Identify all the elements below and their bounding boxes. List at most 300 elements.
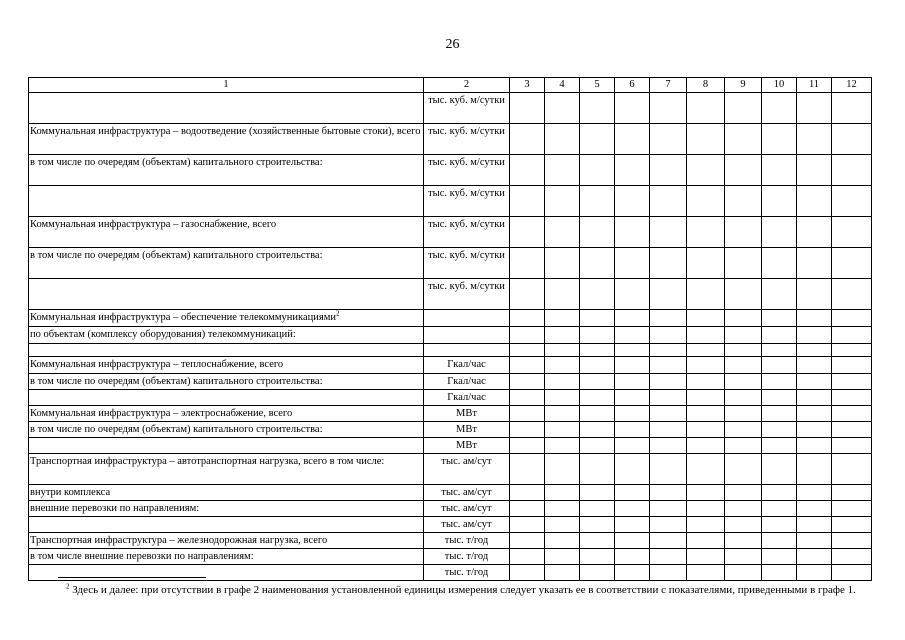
- value-cell: [687, 93, 725, 124]
- value-cell: [650, 565, 687, 581]
- value-cell: [687, 438, 725, 454]
- value-cell: [687, 248, 725, 279]
- value-cell: [725, 327, 762, 344]
- value-cell: [615, 406, 650, 422]
- value-cell: [832, 454, 872, 485]
- value-cell: [650, 533, 687, 549]
- table-row: [29, 454, 872, 485]
- value-cell: [725, 248, 762, 279]
- value-cell: [580, 248, 615, 279]
- value-cell: [510, 565, 545, 581]
- value-cell: [615, 422, 650, 438]
- value-cell: [762, 155, 797, 186]
- value-cell: [687, 501, 725, 517]
- value-cell: [545, 279, 580, 310]
- table-row: [29, 217, 872, 248]
- value-cell: [545, 422, 580, 438]
- value-cell: [615, 155, 650, 186]
- value-cell: [545, 549, 580, 565]
- value-cell: [580, 279, 615, 310]
- value-cell: [687, 485, 725, 501]
- value-cell: [650, 310, 687, 327]
- footnote: [28, 582, 871, 598]
- table-row: [29, 406, 872, 422]
- table-row: [29, 155, 872, 186]
- value-cell: [545, 327, 580, 344]
- value-cell: [725, 344, 762, 357]
- value-cell: [687, 454, 725, 485]
- value-cell: [687, 217, 725, 248]
- value-cell: [832, 155, 872, 186]
- table-row: [29, 438, 872, 454]
- value-cell: [762, 310, 797, 327]
- value-cell: [832, 485, 872, 501]
- value-cell: [615, 565, 650, 581]
- value-cell: [650, 248, 687, 279]
- value-cell: [797, 124, 832, 155]
- value-cell: [797, 186, 832, 217]
- value-cell: [580, 565, 615, 581]
- value-cell: [650, 217, 687, 248]
- value-cell: [650, 186, 687, 217]
- value-cell: [650, 501, 687, 517]
- value-cell: [580, 438, 615, 454]
- indicator-name-cell: [29, 390, 424, 406]
- value-cell: [832, 406, 872, 422]
- indicator-name: Коммунальная инфраструктура – теплоснабжение, всего: [30, 359, 284, 370]
- indicator-name-cell: [29, 279, 424, 310]
- value-cell: [615, 485, 650, 501]
- indicator-name-cell: [29, 155, 424, 186]
- value-cell: [762, 501, 797, 517]
- value-cell: [510, 533, 545, 549]
- indicator-name: Транспортная инфраструктура – железнодорожная нагрузка, всего: [30, 535, 328, 546]
- value-cell: [545, 390, 580, 406]
- table-row: [29, 390, 872, 406]
- value-cell: [615, 93, 650, 124]
- value-cell: [615, 124, 650, 155]
- table-row: [29, 485, 872, 501]
- value-cell: [580, 310, 615, 327]
- value-cell: [725, 422, 762, 438]
- value-cell: [580, 517, 615, 533]
- indicator-name-cell: [29, 357, 424, 374]
- value-cell: [615, 310, 650, 327]
- value-cell: [762, 357, 797, 374]
- value-cell: [725, 374, 762, 390]
- value-cell: [545, 485, 580, 501]
- indicator-name-cell: [29, 501, 424, 517]
- unit-cell: тыс. куб. м/сутки: [424, 217, 510, 248]
- value-cell: [650, 93, 687, 124]
- table-row: [29, 549, 872, 565]
- indicator-name-cell: [29, 374, 424, 390]
- header-cell: 10: [762, 78, 797, 93]
- value-cell: [650, 485, 687, 501]
- value-cell: [725, 454, 762, 485]
- value-cell: [615, 279, 650, 310]
- indicator-name-cell: [29, 533, 424, 549]
- value-cell: [725, 438, 762, 454]
- value-cell: [615, 390, 650, 406]
- footnote-ref: 2: [335, 309, 340, 318]
- value-cell: [510, 93, 545, 124]
- value-cell: [797, 565, 832, 581]
- value-cell: [580, 533, 615, 549]
- indicator-name-cell: [29, 344, 424, 357]
- indicator-name-cell: [29, 327, 424, 344]
- indicator-name: в том числе по очередям (объектам) капитального строительства:: [30, 157, 323, 168]
- value-cell: [545, 517, 580, 533]
- value-cell: [797, 279, 832, 310]
- value-cell: [832, 186, 872, 217]
- value-cell: [797, 390, 832, 406]
- unit-cell: тыс. куб. м/сутки: [424, 93, 510, 124]
- value-cell: [650, 374, 687, 390]
- value-cell: [687, 155, 725, 186]
- value-cell: [687, 374, 725, 390]
- value-cell: [762, 454, 797, 485]
- header-cell: 7: [650, 78, 687, 93]
- indicator-name-cell: [29, 454, 424, 485]
- value-cell: [580, 422, 615, 438]
- value-cell: [545, 248, 580, 279]
- unit-cell: МВт: [424, 422, 510, 438]
- value-cell: [797, 517, 832, 533]
- indicator-name-cell: [29, 422, 424, 438]
- table-row: [29, 248, 872, 279]
- value-cell: [797, 310, 832, 327]
- indicator-name-cell: [29, 93, 424, 124]
- value-cell: [725, 279, 762, 310]
- value-cell: [762, 186, 797, 217]
- value-cell: [580, 155, 615, 186]
- value-cell: [762, 279, 797, 310]
- value-cell: [580, 501, 615, 517]
- value-cell: [725, 357, 762, 374]
- value-cell: [832, 310, 872, 327]
- value-cell: [580, 357, 615, 374]
- value-cell: [762, 406, 797, 422]
- value-cell: [687, 390, 725, 406]
- value-cell: [832, 438, 872, 454]
- table-row: [29, 374, 872, 390]
- value-cell: [615, 357, 650, 374]
- indicator-name: в том числе по очередям (объектам) капитального строительства:: [30, 250, 323, 261]
- value-cell: [510, 454, 545, 485]
- header-cell: 5: [580, 78, 615, 93]
- value-cell: [580, 327, 615, 344]
- unit-cell: тыс. т/год: [424, 549, 510, 565]
- unit-cell: тыс. т/год: [424, 533, 510, 549]
- table-row: [29, 310, 872, 327]
- value-cell: [797, 549, 832, 565]
- value-cell: [725, 186, 762, 217]
- indicator-name-cell: [29, 217, 424, 248]
- value-cell: [832, 533, 872, 549]
- value-cell: [797, 327, 832, 344]
- table-row: [29, 422, 872, 438]
- header-cell: 3: [510, 78, 545, 93]
- value-cell: [832, 422, 872, 438]
- value-cell: [650, 517, 687, 533]
- value-cell: [510, 124, 545, 155]
- value-cell: [615, 454, 650, 485]
- indicator-name: в том числе внешние перевозки по направлениям:: [30, 551, 254, 562]
- value-cell: [725, 390, 762, 406]
- value-cell: [725, 217, 762, 248]
- value-cell: [510, 186, 545, 217]
- table-row: [29, 501, 872, 517]
- page-number: 26: [445, 37, 460, 52]
- value-cell: [797, 217, 832, 248]
- value-cell: [762, 485, 797, 501]
- value-cell: [545, 310, 580, 327]
- value-cell: [650, 344, 687, 357]
- value-cell: [615, 248, 650, 279]
- value-cell: [510, 438, 545, 454]
- value-cell: [687, 124, 725, 155]
- indicator-name: по объектам (комплексу оборудования) телекоммуникаций:: [30, 329, 296, 340]
- value-cell: [545, 155, 580, 186]
- value-cell: [615, 549, 650, 565]
- value-cell: [687, 406, 725, 422]
- value-cell: [687, 344, 725, 357]
- value-cell: [687, 186, 725, 217]
- value-cell: [832, 217, 872, 248]
- value-cell: [762, 422, 797, 438]
- value-cell: [797, 533, 832, 549]
- value-cell: [510, 406, 545, 422]
- value-cell: [832, 501, 872, 517]
- value-cell: [545, 374, 580, 390]
- unit-cell: [424, 344, 510, 357]
- value-cell: [510, 374, 545, 390]
- value-cell: [545, 217, 580, 248]
- value-cell: [797, 422, 832, 438]
- value-cell: [725, 565, 762, 581]
- value-cell: [510, 327, 545, 344]
- header-cell: 9: [725, 78, 762, 93]
- value-cell: [797, 454, 832, 485]
- indicator-name-cell: [29, 186, 424, 217]
- value-cell: [580, 454, 615, 485]
- indicator-name: внутри комплекса: [30, 487, 111, 498]
- value-cell: [615, 344, 650, 357]
- value-cell: [797, 93, 832, 124]
- unit-cell: тыс. куб. м/сутки: [424, 155, 510, 186]
- header-cell: 12: [832, 78, 872, 93]
- indicator-name: Коммунальная инфраструктура – обеспечение телекоммуникациями: [30, 312, 336, 323]
- indicator-name-cell: [29, 517, 424, 533]
- value-cell: [832, 344, 872, 357]
- value-cell: [615, 374, 650, 390]
- table-row: [29, 186, 872, 217]
- value-cell: [545, 406, 580, 422]
- indicator-name: Коммунальная инфраструктура – газоснабжение, всего: [30, 219, 277, 230]
- value-cell: [687, 565, 725, 581]
- table-header-row: [29, 78, 872, 93]
- value-cell: [510, 344, 545, 357]
- value-cell: [687, 533, 725, 549]
- unit-cell: тыс. куб. м/сутки: [424, 279, 510, 310]
- value-cell: [725, 310, 762, 327]
- value-cell: [797, 374, 832, 390]
- table-row: [29, 93, 872, 124]
- value-cell: [580, 186, 615, 217]
- value-cell: [580, 374, 615, 390]
- value-cell: [725, 155, 762, 186]
- indicator-name-cell: [29, 485, 424, 501]
- value-cell: [797, 357, 832, 374]
- table-row: [29, 327, 872, 344]
- value-cell: [510, 501, 545, 517]
- value-cell: [650, 438, 687, 454]
- value-cell: [580, 390, 615, 406]
- indicator-name-cell: [29, 406, 424, 422]
- table-row: [29, 565, 872, 581]
- value-cell: [650, 422, 687, 438]
- indicator-name-cell: [29, 310, 424, 327]
- value-cell: [832, 279, 872, 310]
- value-cell: [762, 374, 797, 390]
- value-cell: [615, 517, 650, 533]
- value-cell: [725, 549, 762, 565]
- value-cell: [797, 248, 832, 279]
- value-cell: [615, 327, 650, 344]
- value-cell: [510, 357, 545, 374]
- indicator-name-cell: [29, 565, 424, 581]
- value-cell: [615, 501, 650, 517]
- unit-cell: тыс. куб. м/сутки: [424, 248, 510, 279]
- value-cell: [510, 485, 545, 501]
- value-cell: [510, 422, 545, 438]
- value-cell: [650, 327, 687, 344]
- unit-cell: [424, 327, 510, 344]
- unit-cell: тыс. т/год: [424, 565, 510, 581]
- value-cell: [797, 344, 832, 357]
- value-cell: [615, 186, 650, 217]
- indicator-name: в том числе по очередям (объектам) капитального строительства:: [30, 424, 323, 435]
- footnote-text: Здесь и далее: при отсутствии в графе 2 наименования установленной единицы измерения следует указать ее в соответствии с показателями, приведенными в графе 1.: [72, 584, 856, 596]
- indicator-name-cell: [29, 124, 424, 155]
- unit-cell: [424, 310, 510, 327]
- value-cell: [832, 374, 872, 390]
- value-cell: [650, 454, 687, 485]
- value-cell: [832, 93, 872, 124]
- indicator-name-cell: [29, 549, 424, 565]
- value-cell: [832, 565, 872, 581]
- indicator-name: внешние перевозки по направлениям:: [30, 503, 200, 514]
- value-cell: [650, 124, 687, 155]
- value-cell: [510, 390, 545, 406]
- value-cell: [762, 124, 797, 155]
- table-row: [29, 517, 872, 533]
- value-cell: [762, 438, 797, 454]
- unit-cell: Гкал/час: [424, 374, 510, 390]
- value-cell: [650, 155, 687, 186]
- table-row: [29, 533, 872, 549]
- value-cell: [687, 517, 725, 533]
- value-cell: [725, 406, 762, 422]
- value-cell: [615, 533, 650, 549]
- value-cell: [687, 310, 725, 327]
- value-cell: [725, 93, 762, 124]
- value-cell: [762, 217, 797, 248]
- value-cell: [650, 549, 687, 565]
- value-cell: [762, 549, 797, 565]
- value-cell: [832, 124, 872, 155]
- unit-cell: МВт: [424, 438, 510, 454]
- value-cell: [545, 454, 580, 485]
- header-cell: 2: [424, 78, 510, 93]
- value-cell: [797, 155, 832, 186]
- value-cell: [510, 155, 545, 186]
- value-cell: [545, 93, 580, 124]
- indicator-name-cell: [29, 248, 424, 279]
- value-cell: [580, 406, 615, 422]
- value-cell: [580, 549, 615, 565]
- value-cell: [762, 533, 797, 549]
- value-cell: [797, 438, 832, 454]
- value-cell: [545, 186, 580, 217]
- unit-cell: тыс. ам/сут: [424, 454, 510, 485]
- value-cell: [725, 533, 762, 549]
- value-cell: [797, 501, 832, 517]
- value-cell: [832, 549, 872, 565]
- header-cell: 6: [615, 78, 650, 93]
- value-cell: [545, 565, 580, 581]
- value-cell: [762, 327, 797, 344]
- table-row: [29, 279, 872, 310]
- value-cell: [687, 549, 725, 565]
- header-cell: 4: [545, 78, 580, 93]
- footnote-mark: 2: [66, 582, 70, 591]
- value-cell: [687, 279, 725, 310]
- value-cell: [545, 501, 580, 517]
- unit-cell: Гкал/час: [424, 390, 510, 406]
- value-cell: [762, 344, 797, 357]
- value-cell: [725, 485, 762, 501]
- value-cell: [615, 217, 650, 248]
- value-cell: [687, 327, 725, 344]
- value-cell: [832, 248, 872, 279]
- value-cell: [510, 279, 545, 310]
- value-cell: [762, 517, 797, 533]
- unit-cell: Гкал/час: [424, 357, 510, 374]
- indicator-name: Транспортная инфраструктура – автотранспортная нагрузка, всего в том числе:: [30, 456, 385, 467]
- value-cell: [832, 357, 872, 374]
- value-cell: [762, 248, 797, 279]
- unit-cell: тыс. ам/сут: [424, 517, 510, 533]
- value-cell: [580, 217, 615, 248]
- value-cell: [762, 565, 797, 581]
- indicator-name: Коммунальная инфраструктура – электроснабжение, всего: [30, 408, 293, 419]
- indicator-name: Коммунальная инфраструктура – водоотведение (хозяйственные бытовые стоки), всего: [30, 126, 421, 137]
- value-cell: [545, 344, 580, 357]
- value-cell: [580, 344, 615, 357]
- value-cell: [832, 327, 872, 344]
- value-cell: [510, 517, 545, 533]
- value-cell: [725, 517, 762, 533]
- unit-cell: МВт: [424, 406, 510, 422]
- value-cell: [797, 485, 832, 501]
- indicator-name: в том числе по очередям (объектам) капитального строительства:: [30, 376, 323, 387]
- indicators-table: [28, 77, 872, 581]
- value-cell: [687, 422, 725, 438]
- unit-cell: тыс. ам/сут: [424, 501, 510, 517]
- value-cell: [762, 390, 797, 406]
